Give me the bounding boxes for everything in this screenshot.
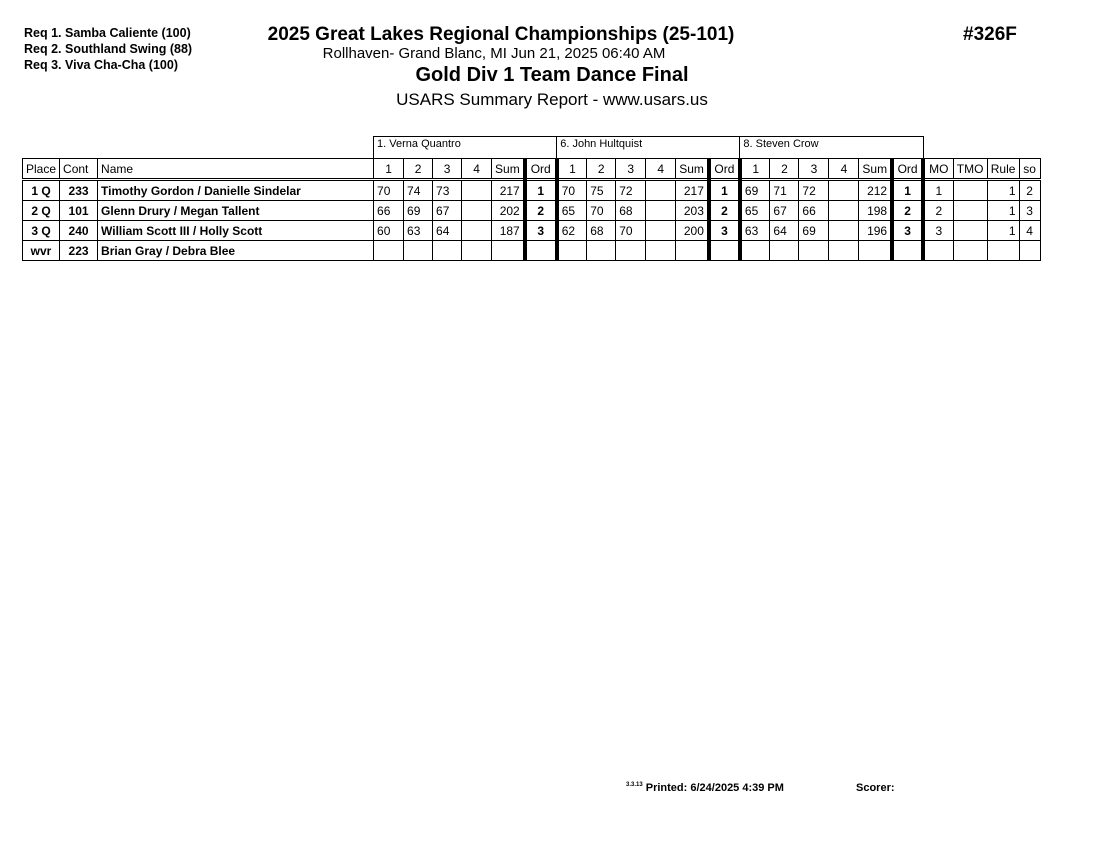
score-cell xyxy=(462,180,492,201)
place-cell: wvr xyxy=(23,241,60,261)
score-cell: 67 xyxy=(433,201,462,221)
score-cell xyxy=(829,221,859,241)
report-title: USARS Summary Report - www.usars.us xyxy=(396,90,708,109)
so-cell: 3 xyxy=(1019,201,1040,221)
request-3: Req 3. Viva Cha-Cha (100) xyxy=(24,58,178,72)
contestant-number: 101 xyxy=(60,201,98,221)
scorer-label: Scorer: xyxy=(856,782,895,794)
score-sum: 198 xyxy=(859,201,892,221)
ordinal: 2 xyxy=(892,201,923,221)
table-row xyxy=(23,201,1041,221)
score-cell: 65 xyxy=(740,201,770,221)
score-cell: 64 xyxy=(433,221,462,241)
rule-cell: 1 xyxy=(987,221,1019,241)
score-cell: 70 xyxy=(616,221,646,241)
score-cell xyxy=(646,241,676,261)
score-cell: 70 xyxy=(557,180,587,201)
header-score-ord: Ord xyxy=(892,159,923,180)
score-cell: 63 xyxy=(404,221,433,241)
place-cell: 3 Q xyxy=(23,221,60,241)
score-cell xyxy=(770,241,799,261)
score-sum: 200 xyxy=(676,221,709,241)
rule-cell xyxy=(987,241,1019,261)
score-sum: 212 xyxy=(859,180,892,201)
tmo-cell xyxy=(953,221,987,241)
request-2: Req 2. Southland Swing (88) xyxy=(24,42,193,56)
mo-cell: 2 xyxy=(923,201,953,221)
header-score-2: 2 xyxy=(404,159,433,180)
judge-name: 8. Steven Crow xyxy=(740,137,923,159)
score-cell xyxy=(374,241,404,261)
score-cell: 65 xyxy=(557,201,587,221)
header-cont: Cont xyxy=(60,159,98,180)
ordinal xyxy=(892,241,923,261)
score-cell xyxy=(557,241,587,261)
header-score-1: 1 xyxy=(374,159,404,180)
printed-date: Printed: 6/24/2025 4:39 PM xyxy=(645,782,784,794)
score-cell: 72 xyxy=(616,180,646,201)
ordinal: 2 xyxy=(709,201,740,221)
header-name: Name xyxy=(98,159,374,180)
score-cell: 71 xyxy=(770,180,799,201)
contestant-number: 240 xyxy=(60,221,98,241)
contestant-name: Brian Gray / Debra Blee xyxy=(98,241,374,261)
mo-cell xyxy=(923,241,953,261)
ordinal: 1 xyxy=(525,180,557,201)
score-cell xyxy=(587,241,616,261)
score-sum: 217 xyxy=(676,180,709,201)
score-cell xyxy=(740,241,770,261)
header-score-sum: Sum xyxy=(676,159,709,180)
ordinal: 1 xyxy=(892,180,923,201)
score-cell: 75 xyxy=(587,180,616,201)
header-score-3: 3 xyxy=(616,159,646,180)
tmo-cell xyxy=(953,201,987,221)
score-sum: 202 xyxy=(492,201,525,221)
score-cell xyxy=(462,201,492,221)
printed-info xyxy=(626,782,784,794)
score-cell xyxy=(404,241,433,261)
judge-row xyxy=(23,137,1041,159)
header-score-1: 1 xyxy=(557,159,587,180)
score-cell: 60 xyxy=(374,221,404,241)
event-number: #326F xyxy=(963,24,1017,45)
score-cell: 63 xyxy=(740,221,770,241)
header-score-4: 4 xyxy=(646,159,676,180)
score-sum: 196 xyxy=(859,221,892,241)
score-sum xyxy=(492,241,525,261)
header-score-3: 3 xyxy=(433,159,462,180)
header-score-4: 4 xyxy=(462,159,492,180)
contestant-name: Timothy Gordon / Danielle Sindelar xyxy=(98,180,374,201)
contestant-number: 223 xyxy=(60,241,98,261)
header-score-1: 1 xyxy=(740,159,770,180)
score-cell: 74 xyxy=(404,180,433,201)
table-row xyxy=(23,180,1041,201)
header-mo: MO xyxy=(923,159,953,180)
so-cell: 4 xyxy=(1019,221,1040,241)
results-table xyxy=(22,136,1041,261)
version: 3.3.13 xyxy=(626,782,643,788)
score-cell: 69 xyxy=(740,180,770,201)
header-rule: Rule xyxy=(987,159,1019,180)
ordinal: 1 xyxy=(709,180,740,201)
score-cell xyxy=(462,221,492,241)
location-date: Rollhaven- Grand Blanc, MI Jun 21, 2025 06:40 AM xyxy=(322,45,666,62)
score-cell: 67 xyxy=(770,201,799,221)
header-score-ord: Ord xyxy=(709,159,740,180)
mo-cell: 3 xyxy=(923,221,953,241)
score-cell xyxy=(646,180,676,201)
tmo-cell xyxy=(953,241,987,261)
score-sum xyxy=(859,241,892,261)
header-score-ord: Ord xyxy=(525,159,557,180)
score-cell: 73 xyxy=(433,180,462,201)
table-row xyxy=(23,241,1041,261)
header-place: Place xyxy=(23,159,60,180)
header-score-sum: Sum xyxy=(492,159,525,180)
score-cell: 66 xyxy=(799,201,829,221)
so-cell xyxy=(1019,241,1040,261)
header-score-4: 4 xyxy=(829,159,859,180)
so-cell: 2 xyxy=(1019,180,1040,201)
score-cell: 66 xyxy=(374,201,404,221)
score-cell xyxy=(829,180,859,201)
score-cell xyxy=(646,221,676,241)
judge-name: 6. John Hultquist xyxy=(557,137,740,159)
score-cell: 68 xyxy=(587,221,616,241)
ordinal xyxy=(525,241,557,261)
score-cell: 64 xyxy=(770,221,799,241)
rule-cell: 1 xyxy=(987,201,1019,221)
contestant-number: 233 xyxy=(60,180,98,201)
event-title: Gold Div 1 Team Dance Final xyxy=(415,64,689,86)
header-score-2: 2 xyxy=(770,159,799,180)
score-cell xyxy=(829,241,859,261)
ordinal: 3 xyxy=(892,221,923,241)
score-cell: 62 xyxy=(557,221,587,241)
place-cell: 1 Q xyxy=(23,180,60,201)
ordinal: 3 xyxy=(709,221,740,241)
column-header-row xyxy=(23,159,1041,180)
score-cell: 69 xyxy=(799,221,829,241)
competition-title: 2025 Great Lakes Regional Championships (25-101) xyxy=(267,24,735,45)
contestant-name: Glenn Drury / Megan Tallent xyxy=(98,201,374,221)
score-sum: 217 xyxy=(492,180,525,201)
header-score-2: 2 xyxy=(587,159,616,180)
tmo-cell xyxy=(953,180,987,201)
header-score-sum: Sum xyxy=(859,159,892,180)
score-sum: 187 xyxy=(492,221,525,241)
score-sum: 203 xyxy=(676,201,709,221)
mo-cell: 1 xyxy=(923,180,953,201)
header-so: so xyxy=(1019,159,1040,180)
score-cell: 68 xyxy=(616,201,646,221)
place-cell: 2 Q xyxy=(23,201,60,221)
table-row xyxy=(23,221,1041,241)
score-cell: 70 xyxy=(587,201,616,221)
score-cell xyxy=(433,241,462,261)
score-sum xyxy=(676,241,709,261)
rule-cell: 1 xyxy=(987,180,1019,201)
contestant-name: William Scott III / Holly Scott xyxy=(98,221,374,241)
score-cell: 72 xyxy=(799,180,829,201)
ordinal: 2 xyxy=(525,201,557,221)
score-cell xyxy=(462,241,492,261)
request-1: Req 1. Samba Caliente (100) xyxy=(24,26,191,40)
ordinal: 3 xyxy=(525,221,557,241)
score-cell: 69 xyxy=(404,201,433,221)
score-cell xyxy=(829,201,859,221)
score-cell xyxy=(799,241,829,261)
score-cell: 70 xyxy=(374,180,404,201)
judge-name: 1. Verna Quantro xyxy=(374,137,557,159)
header-score-3: 3 xyxy=(799,159,829,180)
header-tmo: TMO xyxy=(953,159,987,180)
ordinal xyxy=(709,241,740,261)
score-cell xyxy=(646,201,676,221)
score-cell xyxy=(616,241,646,261)
